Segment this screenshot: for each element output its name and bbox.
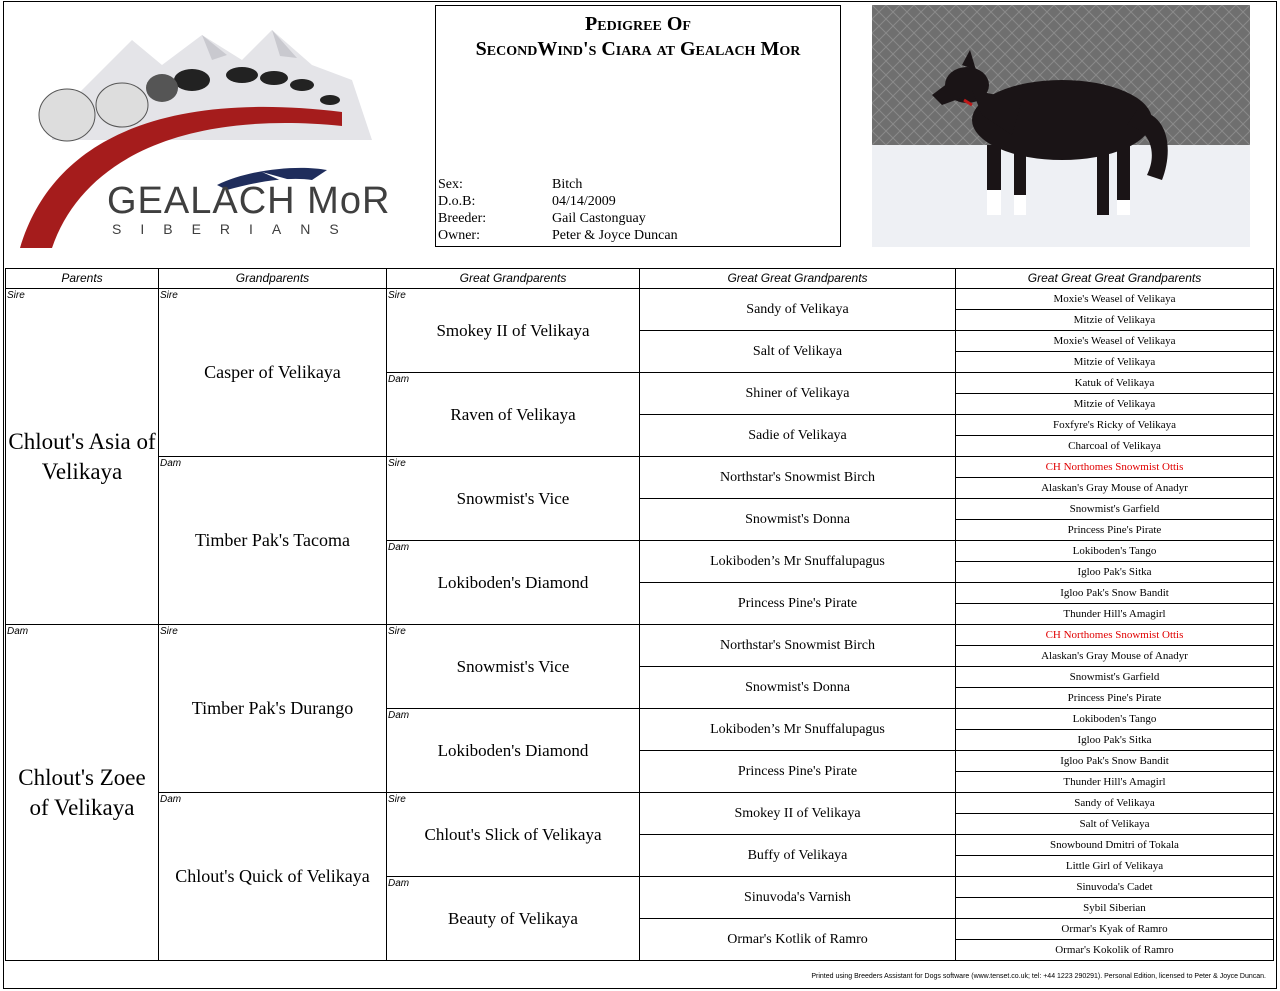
great-grandparent (386, 456, 640, 541)
gg-grandparent-name: Sandy of Velikaya (746, 301, 849, 317)
dog-photo (872, 5, 1250, 247)
sire-tag: Sire (160, 290, 178, 301)
ggg-grandparent (955, 540, 1274, 562)
ggg-grandparent-name: Lokiboden's Tango (1072, 713, 1157, 725)
header-ggg-grandparents: Great Great Great Grandparents (955, 268, 1274, 289)
ggg-grandparent-name: Princess Pine's Pirate (1067, 524, 1162, 536)
ggg-grandparent (955, 645, 1274, 667)
sire-tag: Sire (388, 794, 406, 805)
parent-sire (5, 288, 159, 625)
great-grandparent (386, 708, 640, 793)
ggg-grandparent-name-champion: CH Northomes Snowmist Ottis (1045, 629, 1184, 641)
gg-grandparent (639, 330, 956, 373)
ggg-grandparent (955, 582, 1274, 604)
ggg-grandparent (955, 603, 1274, 625)
grandparent-name: Casper of Velikaya (204, 362, 341, 382)
grandparent-name: Timber Pak's Durango (191, 698, 354, 718)
great-grandparent-name: Snowmist's Vice (456, 488, 570, 508)
ggg-grandparent (955, 519, 1274, 541)
ggg-grandparent (955, 393, 1274, 415)
great-grandparent (386, 876, 640, 961)
ggg-grandparent-name: Alaskan's Gray Mouse of Anadyr (1041, 650, 1188, 662)
ggg-grandparent (955, 372, 1274, 394)
great-grandparent (386, 540, 640, 625)
title-line-1: Pedigree Of (585, 13, 691, 35)
ggg-grandparent (955, 939, 1274, 961)
grandparent-name: Timber Pak's Tacoma (195, 530, 350, 550)
ggg-grandparent-name-champion: CH Northomes Snowmist Ottis (1045, 461, 1184, 473)
ggg-grandparent (955, 561, 1274, 583)
logo-subtitle: SIBERIANS (112, 221, 358, 237)
ggg-grandparent-name: Igloo Pak's Sitka (1077, 566, 1152, 578)
gg-grandparent (639, 918, 956, 961)
ggg-grandparent-name: Snowmist's Garfield (1069, 503, 1160, 515)
gg-grandparent-name: Snowmist's Donna (745, 679, 850, 695)
ggg-grandparent-name: Princess Pine's Pirate (1067, 692, 1162, 704)
ggg-grandparent-name: Foxfyre's Ricky of Velikaya (1052, 419, 1177, 431)
info-row-sex (438, 176, 678, 193)
ggg-grandparent-name: Snowbound Dmitri of Tokala (1050, 839, 1179, 851)
header-great-grandparents: Great Grandparents (386, 268, 640, 289)
ggg-grandparent-name: Mitzie of Velikaya (1073, 314, 1156, 326)
sire-tag: Sire (160, 626, 178, 637)
ggg-grandparent-name: Moxie's Weasel of Velikaya (1053, 293, 1176, 305)
gg-grandparent-name: Shiner of Velikaya (745, 385, 850, 401)
grandparent (158, 456, 387, 625)
gg-grandparent (639, 288, 956, 331)
ggg-grandparent-name: Thunder Hill's Amagirl (1063, 608, 1166, 620)
ggg-grandparent (955, 876, 1274, 898)
page-title (436, 12, 840, 62)
sire-tag: Sire (388, 458, 406, 469)
gg-grandparent (639, 498, 956, 541)
info-value: Bitch (552, 177, 583, 192)
parent-dam (5, 624, 159, 961)
info-label: Breeder: (438, 211, 487, 226)
gg-grandparent (639, 414, 956, 457)
ggg-grandparent (955, 897, 1274, 919)
grandparent (158, 288, 387, 457)
ggg-grandparent-name: Sinuvoda's Cadet (1076, 881, 1153, 893)
ggg-grandparent-name: Little Girl of Velikaya (1065, 860, 1164, 872)
info-value: Gail Castonguay (552, 211, 646, 226)
gg-grandparent-name: Princess Pine's Pirate (737, 763, 858, 779)
ggg-grandparent (955, 855, 1274, 877)
gg-grandparent (639, 708, 956, 751)
ggg-grandparent (955, 456, 1274, 478)
ggg-grandparent-name: Katuk of Velikaya (1074, 377, 1155, 389)
great-grandparent-name: Snowmist's Vice (456, 656, 570, 676)
info-row-owner (438, 227, 678, 244)
print-footer: Printed using Breeders Assistant for Dogs software (www.tenset.co.uk; tel: +44 1223 290291). Personal Edition, licensed to Peter & Joyce Duncan. (811, 973, 1266, 980)
gg-grandparent-name: Princess Pine's Pirate (737, 595, 858, 611)
grandparent (158, 792, 387, 961)
gg-grandparent-name: Sinuvoda's Varnish (744, 889, 851, 905)
info-value: 04/14/2009 (552, 194, 616, 209)
gg-grandparent (639, 372, 956, 415)
ggg-grandparent-name: Igloo Pak's Sitka (1077, 734, 1152, 746)
gg-grandparent (639, 792, 956, 835)
great-grandparent-name: Smokey II of Velikaya (436, 320, 590, 340)
ggg-grandparent (955, 498, 1274, 520)
ggg-grandparent-name: Salt of Velikaya (1079, 818, 1150, 830)
header-parents: Parents (5, 268, 159, 289)
info-row-breeder (438, 210, 678, 227)
gg-grandparent-name: Sadie of Velikaya (748, 427, 847, 443)
dam-tag: Dam (388, 542, 410, 553)
grandparent-name: Chlout's Quick of Velikaya (175, 866, 370, 886)
dam-tag: Dam (388, 878, 410, 889)
great-grandparent (386, 792, 640, 877)
ggg-grandparent-name: Sybil Siberian (1083, 902, 1146, 914)
header-gg-grandparents: Great Great Grandparents (639, 268, 956, 289)
ggg-grandparent (955, 813, 1274, 835)
ggg-grandparent-name: Alaskan's Gray Mouse of Anadyr (1041, 482, 1188, 494)
title-line-2: SecondWind's Ciara at Gealach Mor (475, 38, 801, 60)
ggg-grandparent-name: Charcoal of Velikaya (1068, 440, 1161, 452)
dam-tag: Dam (160, 794, 182, 805)
gg-grandparent-name: Northstar's Snowmist Birch (720, 469, 875, 485)
great-grandparent-name: Lokiboden's Diamond (437, 572, 589, 592)
ggg-grandparent-name: Ormar's Kyak of Ramro (1061, 923, 1168, 935)
logo-name: GEALACH MoR (107, 180, 391, 222)
ggg-grandparent (955, 792, 1274, 814)
dam-tag: Dam (388, 374, 410, 385)
great-grandparent-name: Lokiboden's Diamond (437, 740, 589, 760)
kennel-logo (12, 20, 391, 248)
great-grandparent (386, 288, 640, 373)
dam-tag: Dam (160, 458, 182, 469)
gg-grandparent-name: Northstar's Snowmist Birch (720, 637, 875, 653)
ggg-grandparent-name: Mitzie of Velikaya (1073, 398, 1156, 410)
gg-grandparent (639, 540, 956, 583)
great-grandparent (386, 372, 640, 457)
parent-name: Chlout's Asia of Velikaya (8, 428, 156, 484)
ggg-grandparent-name: Snowmist's Garfield (1069, 671, 1160, 683)
ggg-grandparent-name: Igloo Pak's Snow Bandit (1060, 755, 1169, 767)
title-box (435, 5, 841, 247)
ggg-grandparent (955, 624, 1274, 646)
sire-tag: Sire (388, 626, 406, 637)
gg-grandparent-name: Salt of Velikaya (752, 343, 843, 359)
ggg-grandparent (955, 729, 1274, 751)
sire-tag: Sire (7, 290, 25, 301)
dog-info (438, 176, 678, 244)
info-value: Peter & Joyce Duncan (552, 228, 678, 243)
great-grandparent-name: Raven of Velikaya (450, 404, 576, 424)
gg-grandparent (639, 456, 956, 499)
info-row-dob (438, 193, 678, 210)
ggg-grandparent (955, 708, 1274, 730)
ggg-grandparent (955, 330, 1274, 352)
info-label: Sex: (438, 177, 463, 192)
dam-tag: Dam (7, 626, 29, 637)
sire-tag: Sire (388, 290, 406, 301)
great-grandparent-name: Beauty of Velikaya (448, 908, 578, 928)
ggg-grandparent-name: Moxie's Weasel of Velikaya (1053, 335, 1176, 347)
parent-name: Chlout's Zoee of Velikaya (18, 764, 146, 820)
info-label: Owner: (438, 228, 480, 243)
ggg-grandparent (955, 288, 1274, 310)
ggg-grandparent (955, 771, 1274, 793)
gg-grandparent-name: Ormar's Kotlik of Ramro (727, 931, 868, 947)
dam-tag: Dam (388, 710, 410, 721)
gg-grandparent (639, 582, 956, 625)
ggg-grandparent (955, 477, 1274, 499)
ggg-grandparent (955, 666, 1274, 688)
ggg-grandparent (955, 687, 1274, 709)
ggg-grandparent-name: Lokiboden's Tango (1072, 545, 1157, 557)
header-grandparents: Grandparents (158, 268, 387, 289)
gg-grandparent (639, 876, 956, 919)
gg-grandparent (639, 666, 956, 709)
gg-grandparent-name: Lokiboden’s Mr Snuffalupagus (710, 553, 885, 569)
great-grandparent (386, 624, 640, 709)
ggg-grandparent (955, 351, 1274, 373)
gg-grandparent-name: Smokey II of Velikaya (734, 805, 861, 821)
great-grandparent-name: Chlout's Slick of Velikaya (424, 824, 602, 844)
ggg-grandparent (955, 750, 1274, 772)
ggg-grandparent (955, 834, 1274, 856)
gg-grandparent-name: Buffy of Velikaya (747, 847, 848, 863)
ggg-grandparent-name: Igloo Pak's Snow Bandit (1060, 587, 1169, 599)
ggg-grandparent (955, 414, 1274, 436)
ggg-grandparent (955, 918, 1274, 940)
gg-grandparent (639, 624, 956, 667)
ggg-grandparent-name: Thunder Hill's Amagirl (1063, 776, 1166, 788)
pedigree-table (5, 268, 1274, 960)
ggg-grandparent (955, 435, 1274, 457)
ggg-grandparent (955, 309, 1274, 331)
gg-grandparent (639, 834, 956, 877)
gg-grandparent-name: Lokiboden’s Mr Snuffalupagus (710, 721, 885, 737)
ggg-grandparent-name: Sandy of Velikaya (1074, 797, 1155, 809)
ggg-grandparent-name: Ormar's Kokolik of Ramro (1055, 944, 1174, 956)
ggg-grandparent-name: Mitzie of Velikaya (1073, 356, 1156, 368)
gg-grandparent-name: Snowmist's Donna (745, 511, 850, 527)
grandparent (158, 624, 387, 793)
gg-grandparent (639, 750, 956, 793)
info-label: D.o.B: (438, 194, 476, 209)
